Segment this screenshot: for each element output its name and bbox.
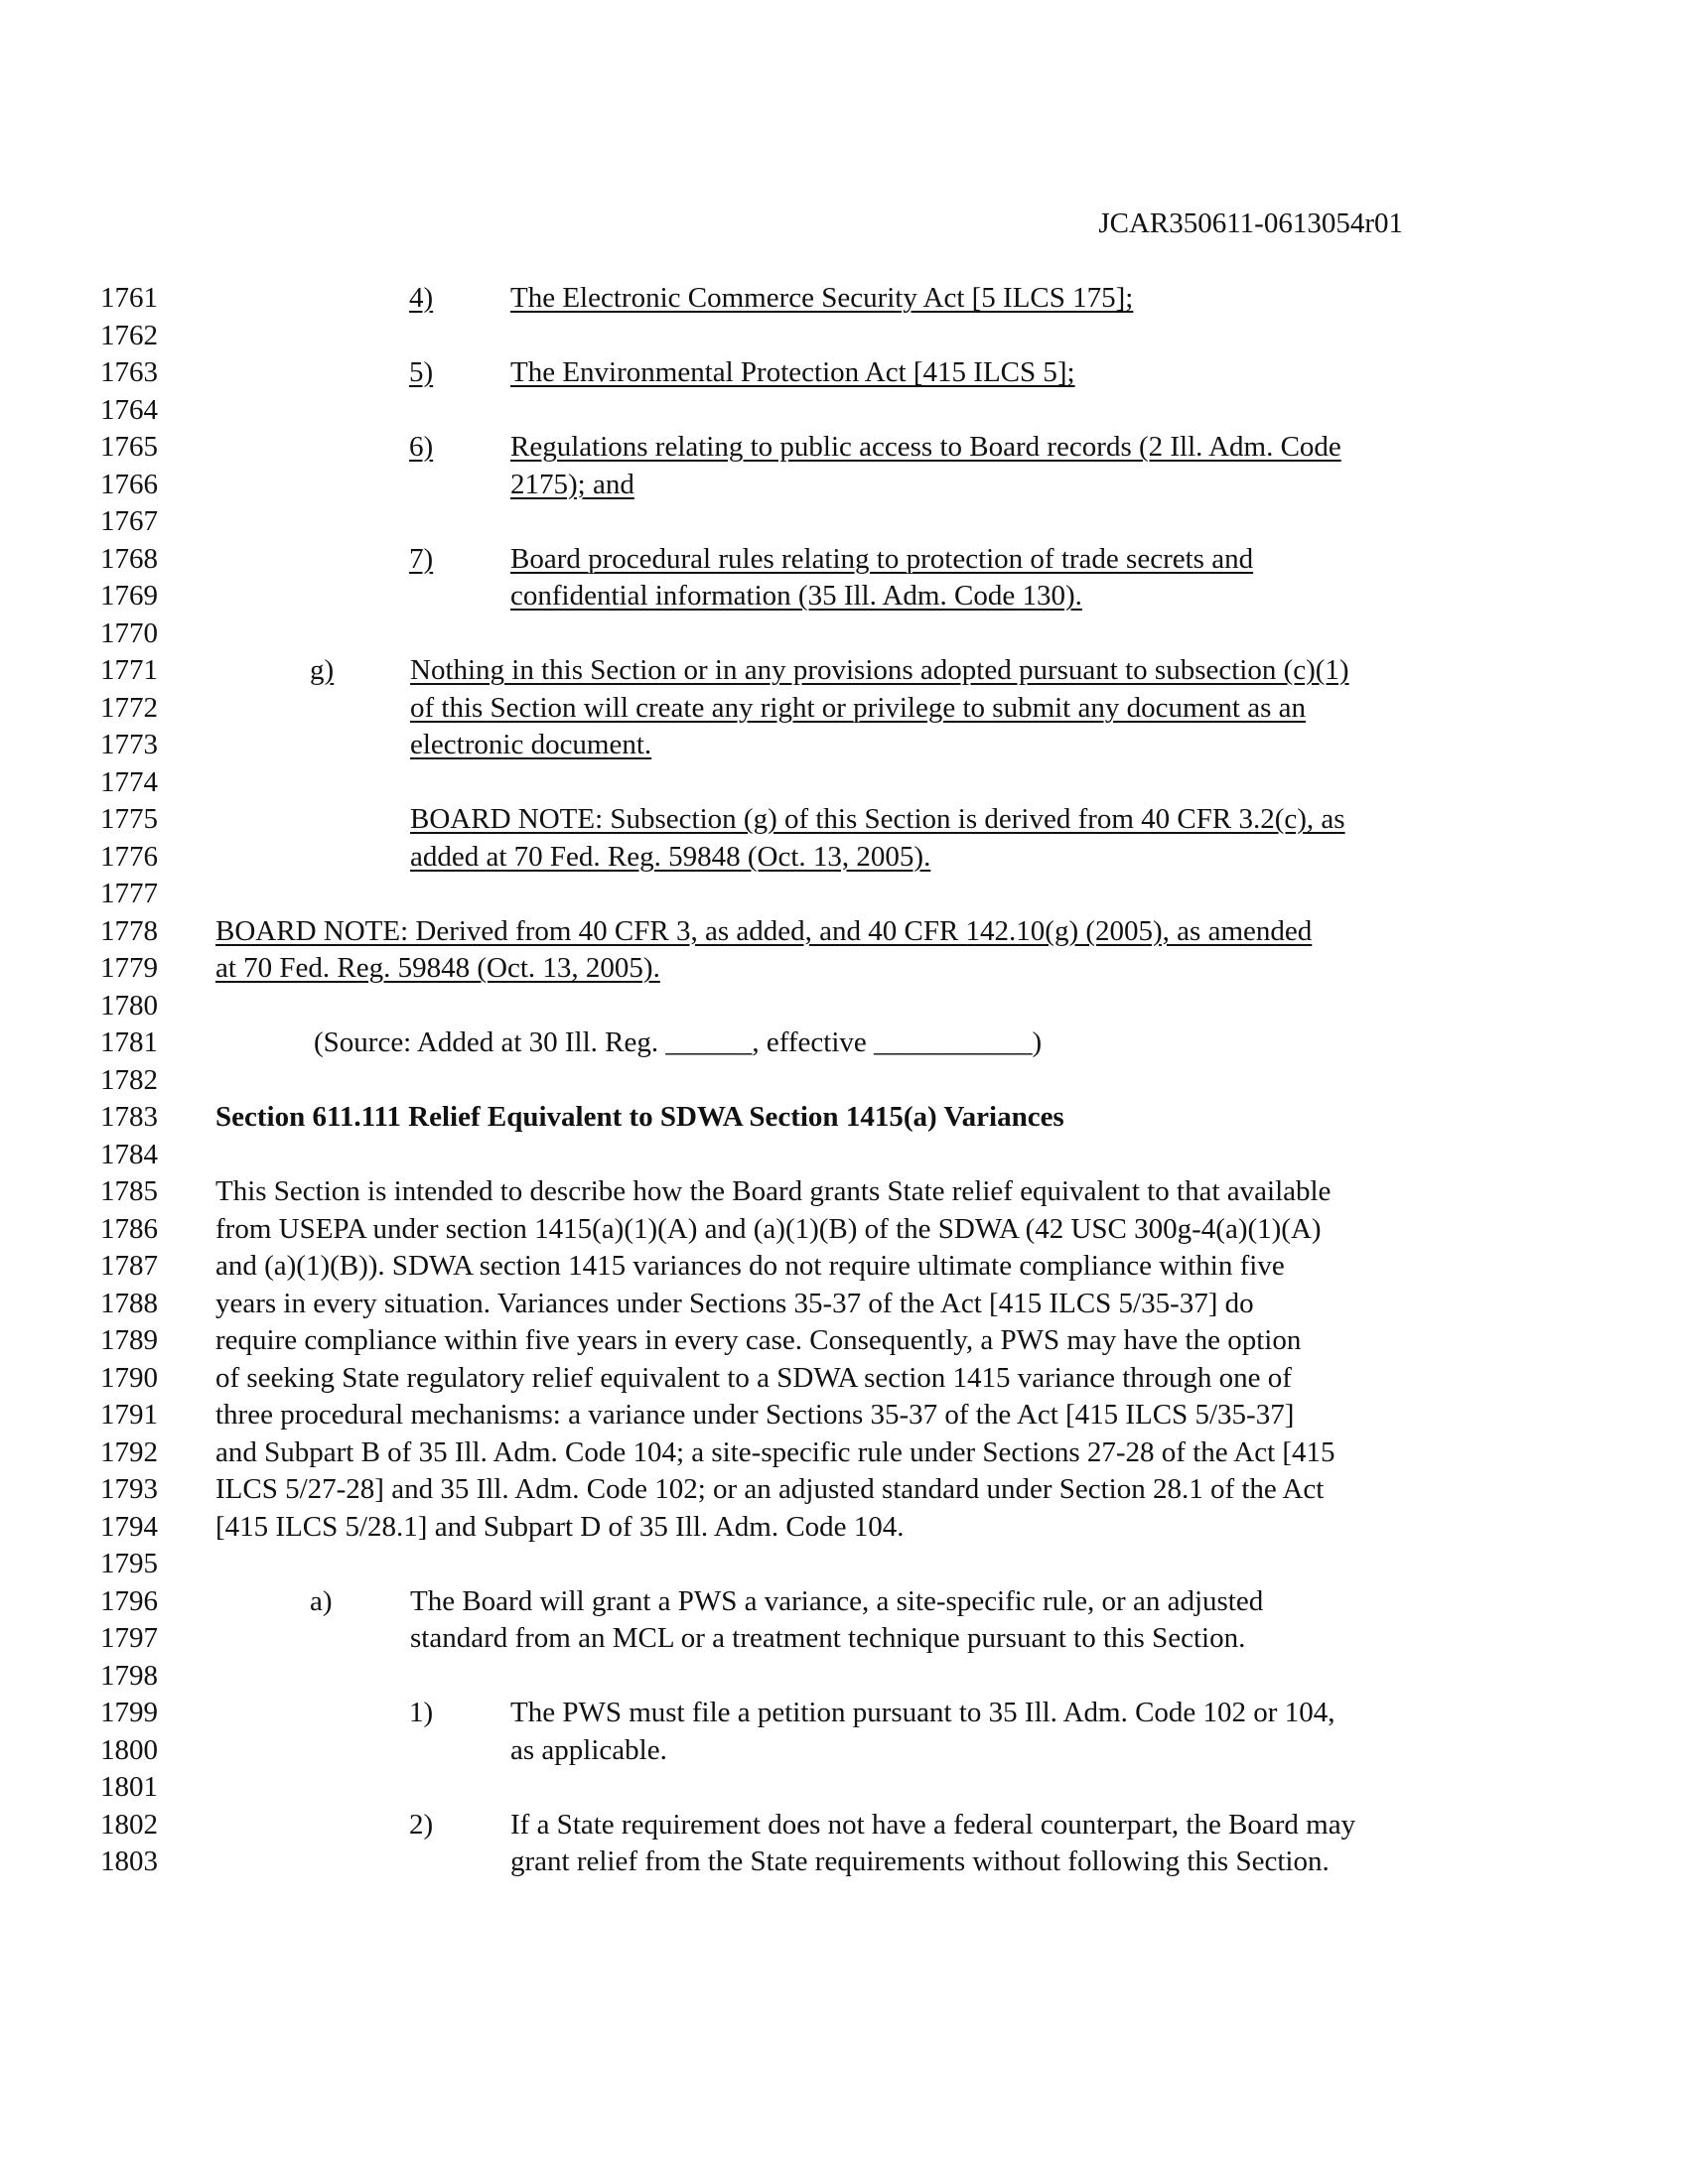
- list-label: g): [310, 654, 335, 686]
- document-id: JCAR350611-0613054r01: [1098, 207, 1403, 239]
- document-line: [0, 1024, 1684, 1061]
- list-label: 4): [409, 282, 434, 314]
- line-text: Board procedural rules relating to protection of trade secrets and: [510, 542, 1254, 575]
- line-number: 1774: [100, 765, 158, 798]
- line-number: 1762: [100, 319, 158, 351]
- document-line: [0, 279, 1684, 317]
- list-label: 1): [409, 1697, 434, 1728]
- line-number: 1794: [100, 1510, 158, 1543]
- line-number: 1761: [100, 282, 158, 314]
- line-text: BOARD NOTE: Subsection (g) of this Section is derived from 40 CFR 3.2(c), as: [410, 803, 1345, 835]
- line-number: 1782: [100, 1063, 158, 1096]
- document-line: [0, 1136, 1684, 1173]
- line-number: 1786: [100, 1212, 158, 1245]
- document-line: [0, 800, 1684, 838]
- document-line: [0, 1843, 1684, 1880]
- line-number: 1763: [100, 356, 158, 388]
- line-number: 1768: [100, 542, 158, 575]
- line-text: confidential information (35 Ill. Adm. Code 130).: [510, 580, 1082, 612]
- document-line: [0, 1731, 1684, 1769]
- line-number: 1777: [100, 878, 158, 909]
- line-number: 1796: [100, 1584, 158, 1617]
- line-number: 1785: [100, 1175, 158, 1207]
- line-number: 1783: [100, 1101, 158, 1133]
- line-text: from USEPA under section 1415(a)(1)(A) and (a)(1)(B) of the SDWA (42 USC 300g-4(a)(1)(A): [215, 1212, 1322, 1245]
- line-number: 1770: [100, 616, 158, 649]
- document-line: [0, 391, 1684, 429]
- section-heading: Section 611.111 Relief Equivalent to SDWA Section 1415(a) Variances: [215, 1101, 1064, 1133]
- document-line: [0, 1098, 1684, 1136]
- line-text: of seeking State regulatory relief equivalent to a SDWA section 1415 variance through one of: [215, 1361, 1292, 1394]
- line-number: 1773: [100, 729, 158, 760]
- line-text: BOARD NOTE: Derived from 40 CFR 3, as added, and 40 CFR 142.10(g) (2005), as amended: [215, 914, 1313, 947]
- document-line: [0, 763, 1684, 801]
- document-line: [0, 1359, 1684, 1397]
- document-line: [0, 689, 1684, 727]
- line-number: 1792: [100, 1435, 158, 1468]
- document-line: [0, 949, 1684, 987]
- line-number: 1789: [100, 1324, 158, 1356]
- line-number: 1787: [100, 1250, 158, 1282]
- line-number: 1802: [100, 1808, 158, 1841]
- line-number: 1788: [100, 1287, 158, 1319]
- line-number: 1799: [100, 1697, 158, 1728]
- line-text: and Subpart B of 35 Ill. Adm. Code 104; a site-specific rule under Sections 27-28 of the Act [415: [215, 1435, 1335, 1468]
- document-line: [0, 1172, 1684, 1210]
- line-text: of this Section will create any right or privilege to submit any document as an: [410, 691, 1307, 724]
- line-number: 1784: [100, 1138, 158, 1170]
- line-number: 1766: [100, 468, 158, 500]
- line-text: The Environmental Protection Act [415 ILCS 5];: [510, 356, 1075, 388]
- document-line: [0, 1061, 1684, 1099]
- line-number: 1793: [100, 1473, 158, 1505]
- line-text: 2175); and: [510, 468, 634, 500]
- document-line: [0, 1210, 1684, 1248]
- line-text: as applicable.: [510, 1733, 667, 1766]
- line-number: 1795: [100, 1548, 158, 1579]
- list-label: 7): [409, 542, 434, 575]
- line-text: grant relief from the State requirements without following this Section.: [510, 1845, 1330, 1877]
- line-number: 1797: [100, 1622, 158, 1654]
- document-line: [0, 1619, 1684, 1657]
- line-number: 1803: [100, 1845, 158, 1877]
- document-line: [0, 1470, 1684, 1508]
- document-line: [0, 428, 1684, 466]
- line-number: 1801: [100, 1771, 158, 1803]
- line-number: 1779: [100, 952, 158, 984]
- line-number: 1791: [100, 1399, 158, 1431]
- line-number: 1780: [100, 989, 158, 1022]
- line-number: 1798: [100, 1659, 158, 1692]
- line-text: require compliance within five years in every case. Consequently, a PWS may have the option: [215, 1324, 1302, 1356]
- list-label: 2): [409, 1808, 434, 1841]
- document-line: [0, 502, 1684, 540]
- list-label: 6): [409, 431, 434, 463]
- line-text: (Source: Added at 30 Ill. Reg. ______, effective ___________): [314, 1026, 1043, 1058]
- line-text: added at 70 Fed. Reg. 59848 (Oct. 13, 2005).: [410, 840, 931, 873]
- line-text: Regulations relating to public access to Board records (2 Ill. Adm. Code: [510, 431, 1341, 463]
- document-line: [0, 1582, 1684, 1620]
- document-line: [0, 1321, 1684, 1359]
- line-text: Nothing in this Section or in any provisions adopted pursuant to subsection (c)(1): [410, 654, 1349, 686]
- document-line: [0, 651, 1684, 689]
- line-text: and (a)(1)(B)). SDWA section 1415 variances do not require ultimate compliance within five: [215, 1250, 1285, 1282]
- line-number: 1775: [100, 803, 158, 835]
- line-text: The Board will grant a PWS a variance, a site-specific rule, or an adjusted: [410, 1584, 1264, 1617]
- document-line: [0, 1768, 1684, 1806]
- line-text: electronic document.: [410, 729, 652, 760]
- line-number: 1765: [100, 431, 158, 463]
- line-text: If a State requirement does not have a federal counterpart, the Board may: [510, 1808, 1356, 1841]
- document-line: [0, 353, 1684, 391]
- document-line: [0, 466, 1684, 503]
- line-text: years in every situation. Variances under Sections 35-37 of the Act [415 ILCS 5/35-37] do: [215, 1287, 1254, 1319]
- document-line: [0, 317, 1684, 354]
- line-number: 1790: [100, 1361, 158, 1394]
- document-line: [0, 1806, 1684, 1843]
- document-body: [0, 279, 1684, 1880]
- line-number: 1772: [100, 691, 158, 724]
- line-number: 1800: [100, 1733, 158, 1766]
- document-line: [0, 1657, 1684, 1695]
- line-text: three procedural mechanisms: a variance under Sections 35-37 of the Act [415 ILCS 5/35-37]: [215, 1399, 1295, 1431]
- line-number: 1778: [100, 914, 158, 947]
- line-text: The PWS must file a petition pursuant to 35 Ill. Adm. Code 102 or 104,: [510, 1697, 1335, 1728]
- line-text: standard from an MCL or a treatment technique pursuant to this Section.: [410, 1622, 1246, 1654]
- list-label: a): [310, 1584, 333, 1617]
- line-text: The Electronic Commerce Security Act [5 ILCS 175];: [510, 282, 1134, 314]
- document-line: [0, 1396, 1684, 1433]
- document-line: [0, 1285, 1684, 1322]
- document-line: [0, 987, 1684, 1024]
- document-line: [0, 912, 1684, 950]
- line-number: 1771: [100, 654, 158, 686]
- line-text: at 70 Fed. Reg. 59848 (Oct. 13, 2005).: [215, 952, 660, 984]
- document-line: [0, 726, 1684, 763]
- line-number: 1769: [100, 580, 158, 612]
- line-text: [415 ILCS 5/28.1] and Subpart D of 35 Ill. Adm. Code 104.: [215, 1510, 905, 1543]
- document-line: [0, 1247, 1684, 1285]
- document-line: [0, 540, 1684, 578]
- list-label: 5): [409, 356, 434, 388]
- line-number: 1767: [100, 505, 158, 537]
- line-text: ILCS 5/27-28] and 35 Ill. Adm. Code 102; or an adjusted standard under Section 28.1 of the Act: [215, 1473, 1325, 1505]
- document-line: [0, 1545, 1684, 1582]
- document-line: [0, 577, 1684, 614]
- line-number: 1781: [100, 1026, 158, 1058]
- document-line: [0, 875, 1684, 912]
- document-line: [0, 838, 1684, 876]
- line-text: This Section is intended to describe how the Board grants State relief equivalent to that available: [215, 1175, 1332, 1207]
- document-line: [0, 1508, 1684, 1546]
- document-line: [0, 614, 1684, 652]
- line-number: 1776: [100, 840, 158, 873]
- document-line: [0, 1433, 1684, 1471]
- line-number: 1764: [100, 393, 158, 426]
- document-line: [0, 1694, 1684, 1731]
